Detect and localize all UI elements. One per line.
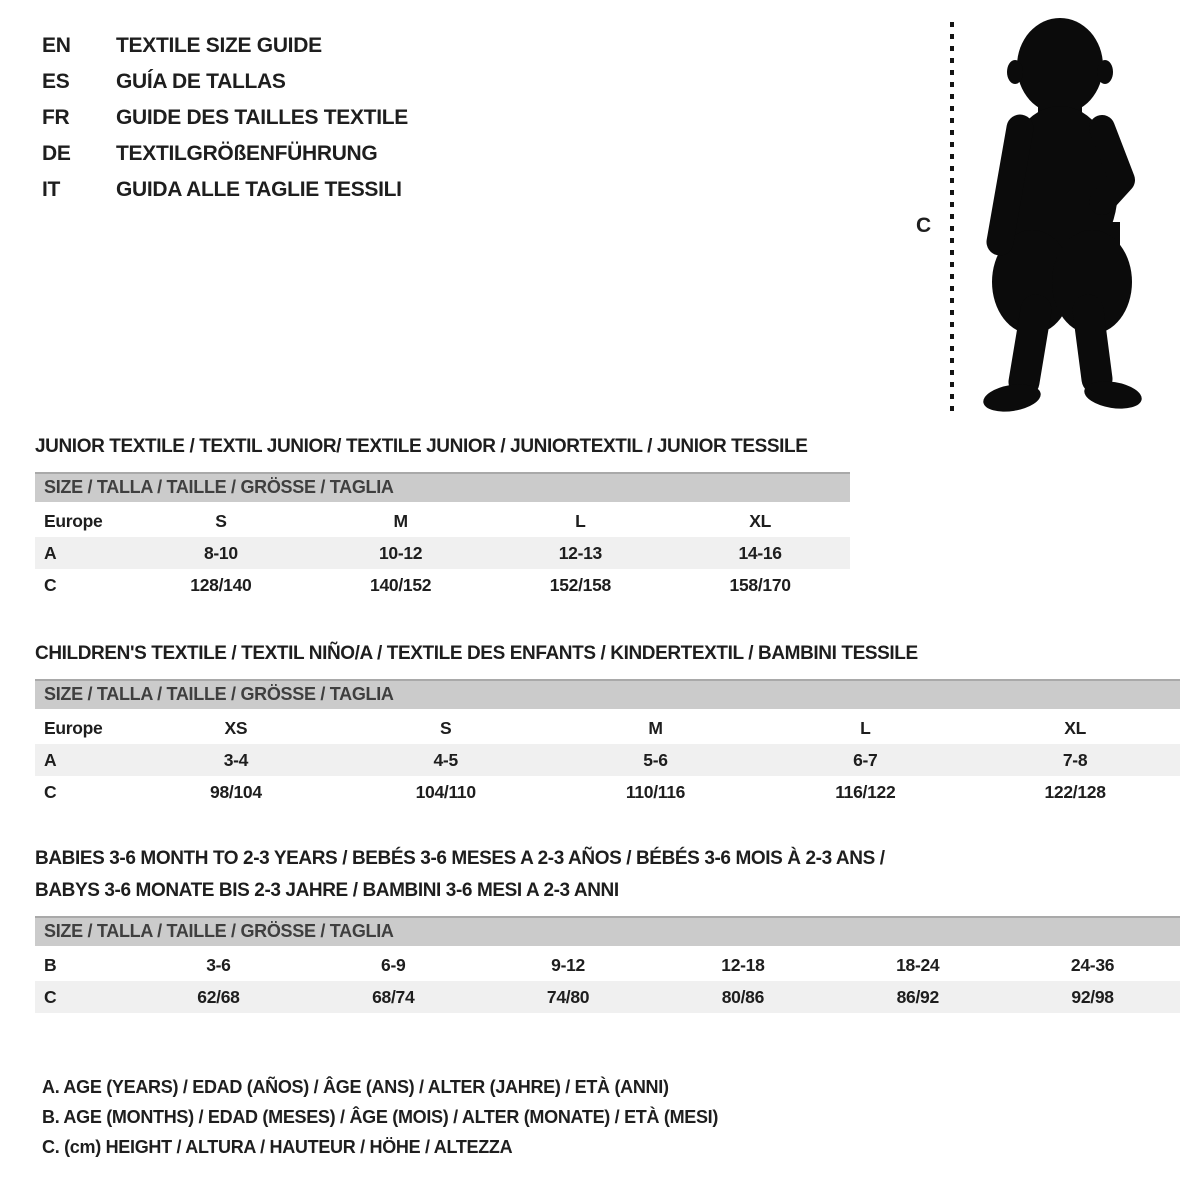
row-label: C bbox=[44, 781, 57, 802]
table-cell: XL bbox=[1064, 717, 1086, 738]
table-row bbox=[35, 776, 1180, 808]
table-cell: 158/170 bbox=[729, 574, 791, 595]
table-cell: S bbox=[215, 510, 227, 531]
language-row bbox=[42, 172, 408, 208]
table-cell: 3-6 bbox=[206, 954, 231, 975]
table-cell: 12-13 bbox=[558, 542, 602, 563]
row-label: B bbox=[44, 954, 57, 975]
table-cell: 68/74 bbox=[372, 986, 415, 1007]
table-cell: S bbox=[440, 717, 452, 738]
legend-line-a: A. AGE (YEARS) / EDAD (AÑOS) / ÂGE (ANS) / ALTER (JAHRE) / ETÀ (ANNI) bbox=[42, 1077, 669, 1097]
section-title-line: JUNIOR TEXTILE / TEXTIL JUNIOR/ TEXTILE JUNIOR / JUNIORTEXTIL / JUNIOR TESSILE bbox=[35, 436, 808, 457]
section-title-line: BABYS 3-6 MONATE BIS 2-3 JAHRE / BAMBINI 3-6 MESI A 2-3 ANNI bbox=[35, 880, 619, 901]
toddler-silhouette bbox=[900, 8, 1192, 422]
row-label: C bbox=[44, 986, 57, 1007]
table-cell: 6-7 bbox=[853, 749, 878, 770]
table-cell: XS bbox=[224, 717, 248, 738]
height-marker-label: C bbox=[916, 214, 932, 237]
table-cell: L bbox=[575, 510, 586, 531]
language-label: TEXTILGRÖßENFÜHRUNG bbox=[116, 142, 378, 165]
table-row bbox=[35, 949, 1180, 981]
section-children-textile bbox=[35, 643, 1180, 808]
table-row bbox=[35, 744, 1180, 776]
legend bbox=[42, 1072, 718, 1162]
size-header-bar: SIZE / TALLA / TAILLE / GRÖSSE / TAGLIA bbox=[35, 916, 1180, 946]
table-cell: 10-12 bbox=[378, 542, 423, 563]
language-row bbox=[42, 64, 408, 100]
table-row bbox=[35, 569, 850, 601]
language-label: GUÍA DE TALLAS bbox=[116, 70, 286, 93]
language-label: GUIDA ALLE TAGLIE TESSILI bbox=[116, 178, 402, 201]
table-cell: M bbox=[648, 717, 663, 738]
section-title bbox=[35, 436, 850, 458]
table-row bbox=[35, 712, 1180, 744]
table-cell: 14-16 bbox=[738, 542, 782, 563]
table-cell: L bbox=[860, 717, 871, 738]
size-table bbox=[35, 712, 1180, 808]
table-cell: 7-8 bbox=[1062, 749, 1088, 770]
language-list bbox=[42, 28, 408, 208]
size-header-bar: SIZE / TALLA / TAILLE / GRÖSSE / TAGLIA bbox=[35, 472, 850, 502]
table-cell: 122/128 bbox=[1044, 781, 1106, 802]
language-code: EN bbox=[42, 34, 71, 57]
table-cell: 12-18 bbox=[721, 954, 765, 975]
row-label: A bbox=[44, 749, 57, 770]
section-title-line: BABIES 3-6 MONTH TO 2-3 YEARS / BEBÉS 3-6 MESES A 2-3 AÑOS / BÉBÉS 3-6 MOIS À 2-3 ANS / bbox=[35, 848, 885, 869]
size-figure bbox=[900, 8, 1192, 422]
section-title bbox=[35, 643, 1180, 665]
table-row bbox=[35, 981, 1180, 1013]
table-cell: 6-9 bbox=[381, 954, 406, 975]
toddler-shape bbox=[981, 18, 1143, 415]
table-cell: 3-4 bbox=[223, 749, 249, 770]
table-cell: 5-6 bbox=[643, 749, 668, 770]
section-babies-textile bbox=[35, 848, 1180, 1013]
table-cell: 8-10 bbox=[203, 542, 238, 563]
table-cell: 110/116 bbox=[625, 781, 686, 802]
table-cell: 128/140 bbox=[190, 574, 252, 595]
table-cell: 9-12 bbox=[551, 954, 585, 975]
table-cell: 92/98 bbox=[1071, 986, 1114, 1007]
language-code: IT bbox=[42, 178, 61, 201]
table-row bbox=[35, 505, 850, 537]
language-label: TEXTILE SIZE GUIDE bbox=[116, 34, 322, 57]
legend-line-b: B. AGE (MONTHS) / EDAD (MESES) / ÂGE (MOIS) / ALTER (MONATE) / ETÀ (MESI) bbox=[42, 1107, 719, 1127]
table-cell: 74/80 bbox=[546, 986, 590, 1007]
language-row bbox=[42, 136, 408, 172]
language-code: DE bbox=[42, 142, 71, 165]
row-label: Europe bbox=[44, 510, 103, 531]
table-cell: 116/122 bbox=[835, 781, 896, 802]
table-cell: 98/104 bbox=[210, 781, 262, 802]
table-cell: 80/86 bbox=[721, 986, 765, 1007]
table-cell: 104/110 bbox=[415, 781, 476, 802]
section-junior-textile bbox=[35, 436, 850, 601]
table-row bbox=[35, 537, 850, 569]
section-title bbox=[35, 848, 1180, 902]
language-code: ES bbox=[42, 70, 70, 93]
table-cell: 152/158 bbox=[549, 574, 611, 595]
table-cell: 62/68 bbox=[197, 986, 240, 1007]
language-row bbox=[42, 100, 408, 136]
table-cell: 140/152 bbox=[370, 574, 432, 595]
size-header-bar: SIZE / TALLA / TAILLE / GRÖSSE / TAGLIA bbox=[35, 679, 1180, 709]
size-table bbox=[35, 505, 850, 601]
language-row bbox=[42, 28, 408, 64]
legend-line-c: C. (cm) HEIGHT / ALTURA / HAUTEUR / HÖHE / ALTEZZA bbox=[42, 1137, 513, 1157]
row-label: A bbox=[44, 542, 57, 563]
size-table bbox=[35, 949, 1180, 1013]
table-cell: 4-5 bbox=[433, 749, 458, 770]
table-cell: M bbox=[393, 510, 408, 531]
row-label: Europe bbox=[44, 717, 103, 738]
section-title-line: CHILDREN'S TEXTILE / TEXTIL NIÑO/A / TEXTILE DES ENFANTS / KINDERTEXTIL / BAMBINI TESSILE bbox=[35, 643, 918, 664]
language-code: FR bbox=[42, 106, 70, 129]
table-cell: XL bbox=[749, 510, 771, 531]
table-cell: 18-24 bbox=[896, 954, 940, 975]
language-label: GUIDE DES TAILLES TEXTILE bbox=[116, 106, 408, 129]
table-cell: 86/92 bbox=[896, 986, 939, 1007]
row-label: C bbox=[44, 574, 57, 595]
table-cell: 24-36 bbox=[1070, 954, 1115, 975]
